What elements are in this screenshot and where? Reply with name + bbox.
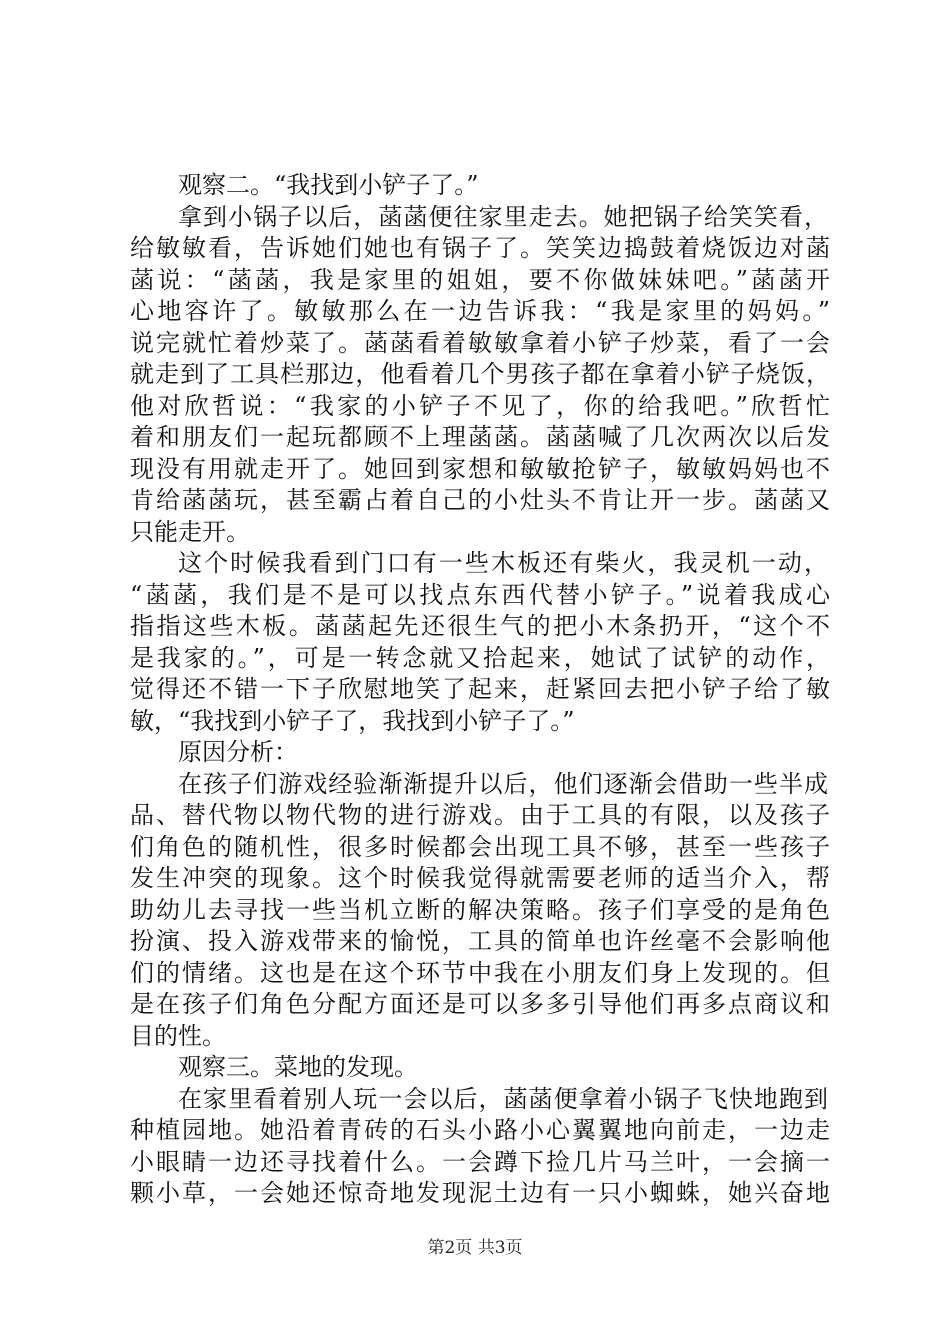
text-line: 着和朋友们一起玩都顾不上理菡菡。菡菡喊了几次两次以后发 (130, 423, 830, 451)
text-line: 发生冲突的现象。这个时候我觉得就需要老师的适当介入，帮 (130, 864, 830, 892)
text-line: 这个时候我看到门口有一些木板还有柴火，我灵机一动， (178, 549, 828, 577)
text-line: 现没有用就走开了。她回到家想和敏敏抢铲子，敏敏妈妈也不 (130, 454, 830, 483)
text-line: 是在孩子们角色分配方面还是可以多多引导他们再多点商议和 (130, 990, 830, 1018)
text-line: 在孩子们游戏经验渐渐提升以后，他们逐渐会借助一些半成 (178, 769, 828, 798)
text-line: 拿到小锅子以后，菡菡便往家里走去。她把锅子给笑笑看， (178, 202, 828, 231)
heading-observation-two: 观察二。“我找到小铲子了。” (178, 171, 479, 199)
text-line: 他对欣哲说：“我家的小铲子不见了，你的给我吧。”欣哲忙 (130, 391, 830, 420)
text-line: “菡菡，我们是不是可以找点东西代替小铲子。”说着我成心 (130, 580, 830, 609)
text-line: 扮演、投入游戏带来的愉悦，工具的简单也许丝毫不会影响他 (130, 927, 830, 955)
text-line: 在家里看着别人玩一会以后，菡菡便拿着小锅子飞快地跑到 (178, 1084, 828, 1113)
text-line: 菡说：“菡菡，我是家里的姐姐，要不你做妹妹吧。”菡菡开 (130, 265, 830, 294)
text-line: 种植园地。她沿着青砖的石头小路小心翼翼地向前走，一边走 (130, 1116, 830, 1144)
text-line: 心地容许了。敏敏那么在一边告诉我：“我是家里的妈妈。” (130, 297, 830, 325)
text-line: 指指这些木板。菡菡起先还很生气的把小木条扔开，“这个不 (130, 612, 830, 640)
text-line: 们角色的随机性，很多时候都会出现工具不够，甚至一些孩子 (130, 832, 830, 861)
page-footer: 第2页 共3页 (427, 1238, 523, 1258)
text-line: 是我家的。”，可是一转念就又拾起来，她试了试铲的动作， (130, 643, 830, 672)
text-line: 敏，“我找到小铲子了，我找到小铲子了。” (130, 706, 575, 735)
heading-observation-three: 观察三。菜地的发现。 (178, 1053, 418, 1081)
heading-cause-analysis: 原因分析： (178, 738, 298, 766)
text-line: 目的性。 (130, 1021, 226, 1050)
text-line: 品、替代物以物代物的进行游戏。由于工具的有限，以及孩子 (130, 801, 830, 829)
text-line: 觉得还不错一下子欣慰地笑了起来，赶紧回去把小铲子给了敏 (130, 675, 830, 703)
text-line: 说完就忙着炒菜了。菡菡看着敏敏拿着小铲子炒菜，看了一会 (130, 328, 830, 357)
text-line: 只能走开。 (130, 517, 250, 546)
text-line: 颗小草，一会她还惊奇地发现泥土边有一只小蜘蛛，她兴奋地 (130, 1179, 830, 1207)
text-line: 给敏敏看，告诉她们她也有锅子了。笑笑边捣鼓着烧饭边对菡 (130, 234, 830, 262)
text-line: 助幼儿去寻找一些当机立断的解决策略。孩子们享受的是角色 (130, 895, 830, 924)
text-line: 肯给菡菡玩，甚至霸占着自己的小灶头不肯让开一步。菡菡又 (130, 486, 830, 514)
text-line: 小眼睛一边还寻找着什么。一会蹲下捡几片马兰叶，一会摘一 (130, 1147, 830, 1176)
text-line: 们的情绪。这也是在这个环节中我在小朋友们身上发现的。但 (130, 958, 830, 987)
text-line: 就走到了工具栏那边，他看着几个男孩子都在拿着小铲子烧饭， (130, 360, 830, 388)
